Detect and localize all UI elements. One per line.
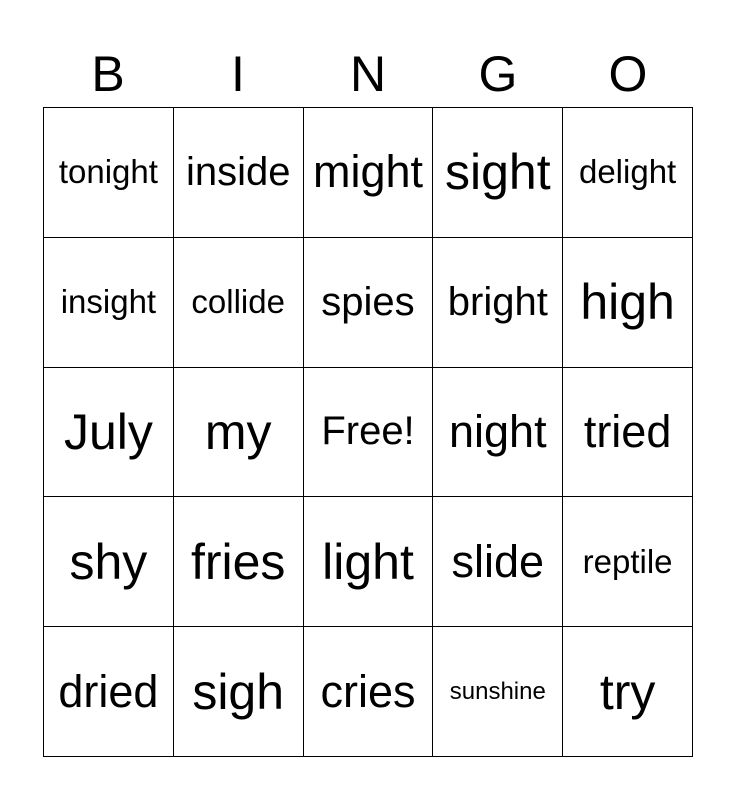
bingo-cell-r5-c3[interactable] xyxy=(304,627,434,757)
bingo-cell-r5-c4[interactable] xyxy=(433,627,563,757)
bingo-card-grid xyxy=(43,107,693,757)
cell-word: reptile xyxy=(582,542,673,580)
cell-word: light xyxy=(322,533,414,590)
cell-word: insight xyxy=(60,283,157,321)
bingo-cell-r5-c5[interactable] xyxy=(563,627,693,757)
cell-word: tonight xyxy=(58,153,158,191)
bingo-header xyxy=(43,40,693,108)
cell-word: dried xyxy=(58,665,159,717)
cell-word: fries xyxy=(190,533,286,590)
bingo-cell-r4-c4[interactable] xyxy=(433,497,563,627)
bingo-cell-r5-c2[interactable] xyxy=(174,627,304,757)
cell-word: July xyxy=(63,403,153,460)
bingo-cell-r2-c1[interactable] xyxy=(44,238,174,368)
cell-word: tried xyxy=(583,405,672,457)
bingo-cell-r1-c2[interactable] xyxy=(174,108,304,238)
bingo-cell-r1-c4[interactable] xyxy=(433,108,563,238)
bingo-cell-r3-c2[interactable] xyxy=(174,368,304,498)
bingo-cell-r3-c4[interactable] xyxy=(433,368,563,498)
cell-word: my xyxy=(204,403,272,460)
header-letter-g: G xyxy=(478,46,518,102)
bingo-cell-r4-c3[interactable] xyxy=(304,497,434,627)
bingo-cell-r2-c3[interactable] xyxy=(304,238,434,368)
bingo-cell-r4-c2[interactable] xyxy=(174,497,304,627)
free-space-label: Free! xyxy=(321,409,415,454)
bingo-cell-free[interactable] xyxy=(304,368,434,498)
cell-word: inside xyxy=(185,149,291,194)
cell-word: sight xyxy=(444,144,551,201)
bingo-cell-r2-c5[interactable] xyxy=(563,238,693,368)
header-letter-n: N xyxy=(349,46,387,102)
bingo-cell-r4-c1[interactable] xyxy=(44,497,174,627)
cell-word: spies xyxy=(321,279,415,324)
cell-word: slide xyxy=(451,535,545,587)
cell-word: delight xyxy=(578,153,677,191)
cell-word: night xyxy=(448,405,547,457)
cell-word: collide xyxy=(191,283,285,321)
bingo-cell-r3-c5[interactable] xyxy=(563,368,693,498)
cell-word: bright xyxy=(447,279,548,324)
cell-word: high xyxy=(580,274,675,331)
header-letter-o: O xyxy=(608,46,648,102)
bingo-cell-r2-c2[interactable] xyxy=(174,238,304,368)
bingo-cell-r2-c4[interactable] xyxy=(433,238,563,368)
header-letter-b: B xyxy=(91,46,125,102)
cell-word: shy xyxy=(69,533,148,590)
bingo-cell-r1-c3[interactable] xyxy=(304,108,434,238)
cell-word: cries xyxy=(320,665,416,717)
bingo-cell-r1-c1[interactable] xyxy=(44,108,174,238)
cell-word: try xyxy=(599,663,656,720)
bingo-cell-r3-c1[interactable] xyxy=(44,368,174,498)
bingo-cell-r5-c1[interactable] xyxy=(44,627,174,757)
cell-word: sunshine xyxy=(449,677,546,705)
bingo-cell-r1-c5[interactable] xyxy=(563,108,693,238)
header-letter-i: I xyxy=(231,46,245,102)
cell-word: might xyxy=(312,146,424,198)
bingo-cell-r4-c5[interactable] xyxy=(563,497,693,627)
cell-word: sigh xyxy=(192,663,285,720)
